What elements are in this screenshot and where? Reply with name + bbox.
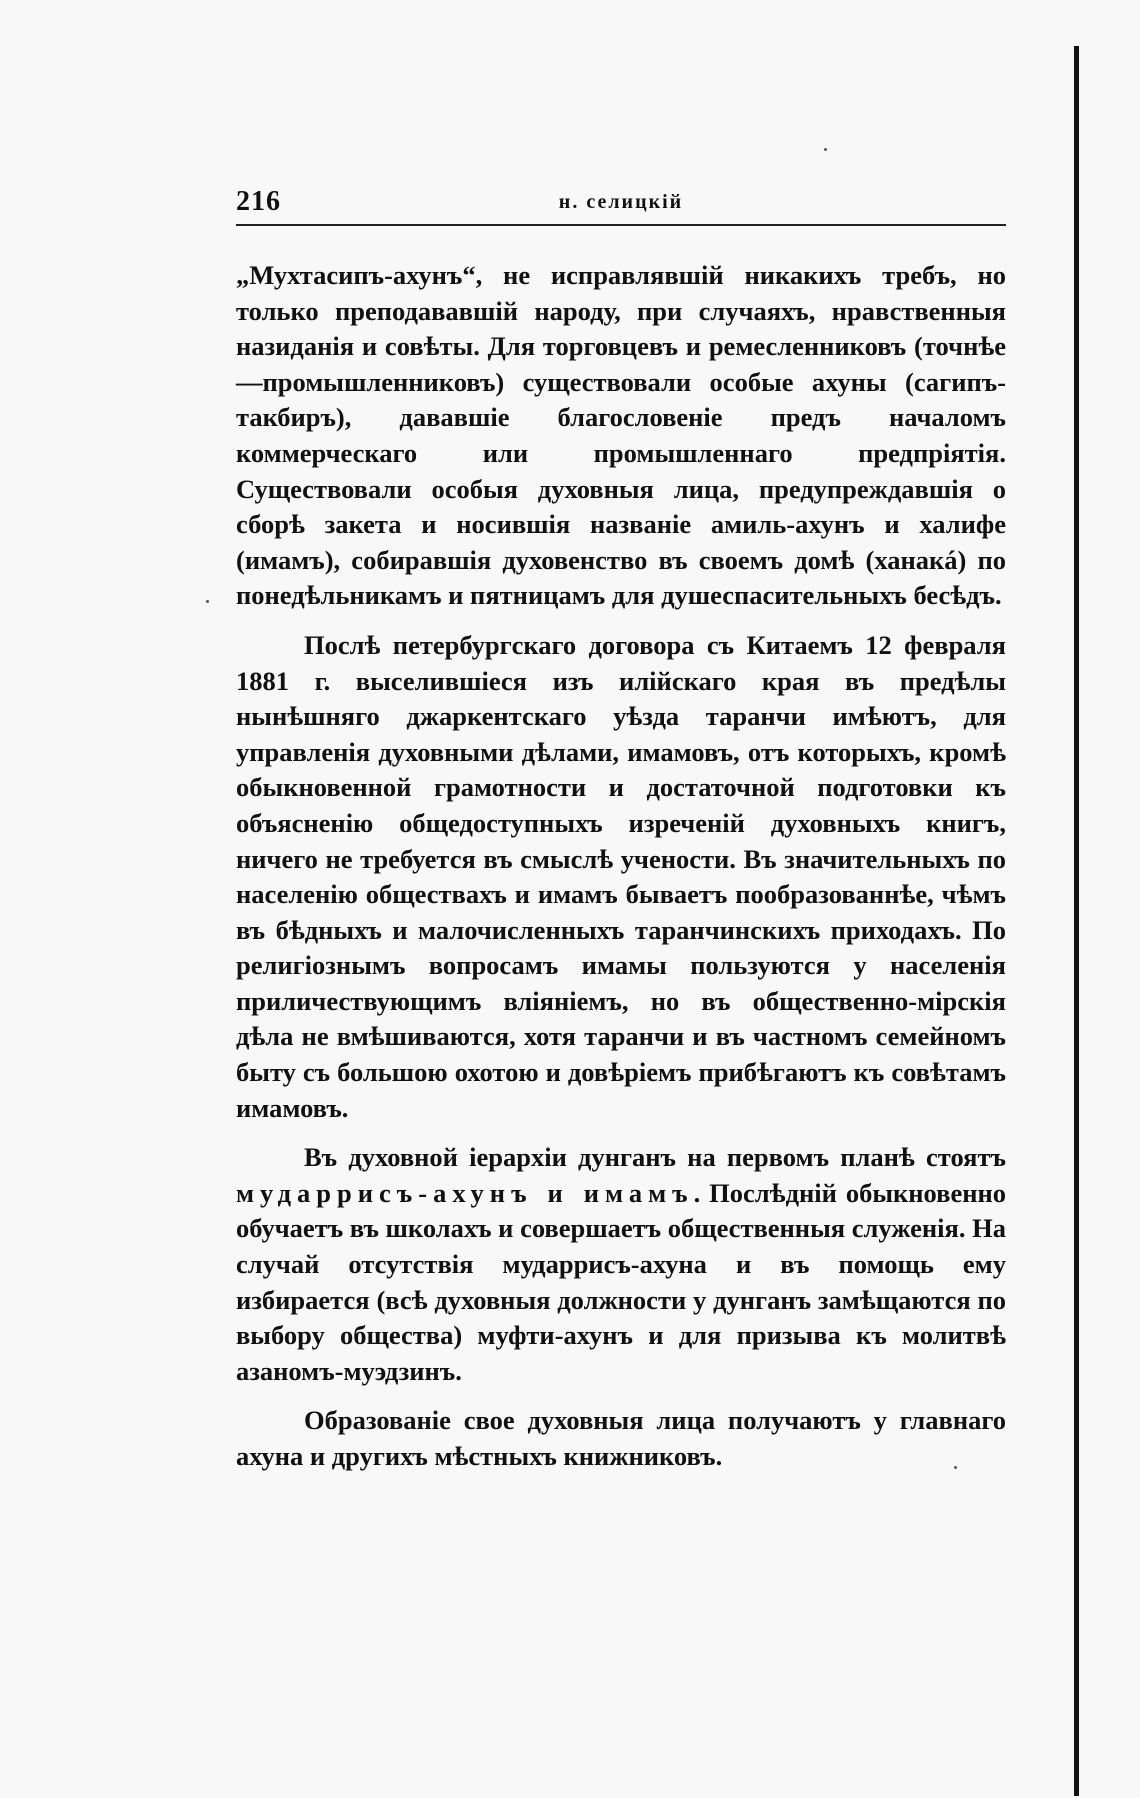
page-number: 216 [236, 186, 281, 217]
print-speck [824, 148, 827, 151]
paragraph-text: Въ духовной іерархіи дунганъ на первомъ планѣ стоятъ [304, 1142, 1006, 1173]
page-edge-shadow [1074, 46, 1079, 1796]
spaced-emphasis: мударрисъ-ахунъ и имамъ [236, 1177, 694, 1208]
paragraph: „Мухтасипъ-ахунъ“, не исправлявшій никакихъ требъ, но только преподававшій народу, при случаяхъ, нравственныя назиданія и совѣты. Для торговцевъ и ремесленниковъ (точнѣе—промышленниковъ) существовали особые ахуны (сагипъ-такбиръ), дававшіе благословеніе предъ началомъ коммерческаго или промышленнаго предпріятія. Существовали особыя духовныя лица, предупреждавшія о сборѣ закета и носившія названіе амиль-ахунъ и халифе (имамъ), собиравшія духовенство въ своемъ домѣ (ханакá) по понедѣльникамъ и пятницамъ для душеспасительныхъ бесѣдъ. [236, 260, 1006, 611]
running-head: н. селицкій [558, 191, 684, 213]
header-rule [236, 224, 1006, 226]
paragraph: Послѣ петербургскаго договора съ Китаемъ 12 февраля 1881 г. выселившіеся изъ илійскаго края въ предѣлы нынѣшняго джаркентскаго уѣзда таранчи имѣютъ, для управленія духовными дѣлами, имамовъ, отъ которыхъ, кромѣ обыкновенной грамотности и достаточной подготовки къ объясненію общедоступныхъ изреченій духовныхъ книгъ, ничего не требуется въ смыслѣ учености. Въ значительныхъ по населенію обществахъ и имамъ бываетъ пообразованнѣе, чѣмъ въ бѣдныхъ и малочисленныхъ таранчинскихъ приходахъ. По религіознымъ вопросамъ имамы пользуются у населенія приличествующимъ вліяніемъ, но въ общественно-мірскія дѣла не вмѣшиваются, хотя таранчи и въ частномъ семейномъ быту съ большою охотою и довѣріемъ прибѣгаютъ къ совѣтамъ имамовъ. [236, 629, 1006, 1123]
page-header [236, 186, 1006, 222]
paragraph [236, 1140, 1006, 1389]
paragraph: Образованіе свое духовныя лица получаютъ у главнаго ахуна и другихъ мѣстныхъ книжниковъ. [236, 1405, 1006, 1471]
print-speck [206, 600, 209, 603]
paragraph-text: . Послѣдній обыкновенно обучаетъ въ школахъ и совершаетъ общественныя служенія. На случай отсутствія мударрисъ-ахуна и въ помощь ему избирается (всѣ духовныя должности у дунганъ замѣщаются по выбору общества) муфти-ахунъ и для призыва къ молитвѣ азаномъ-муэдзинъ. [236, 1177, 1006, 1386]
print-speck [954, 1466, 957, 1469]
body-text [236, 258, 1006, 1489]
